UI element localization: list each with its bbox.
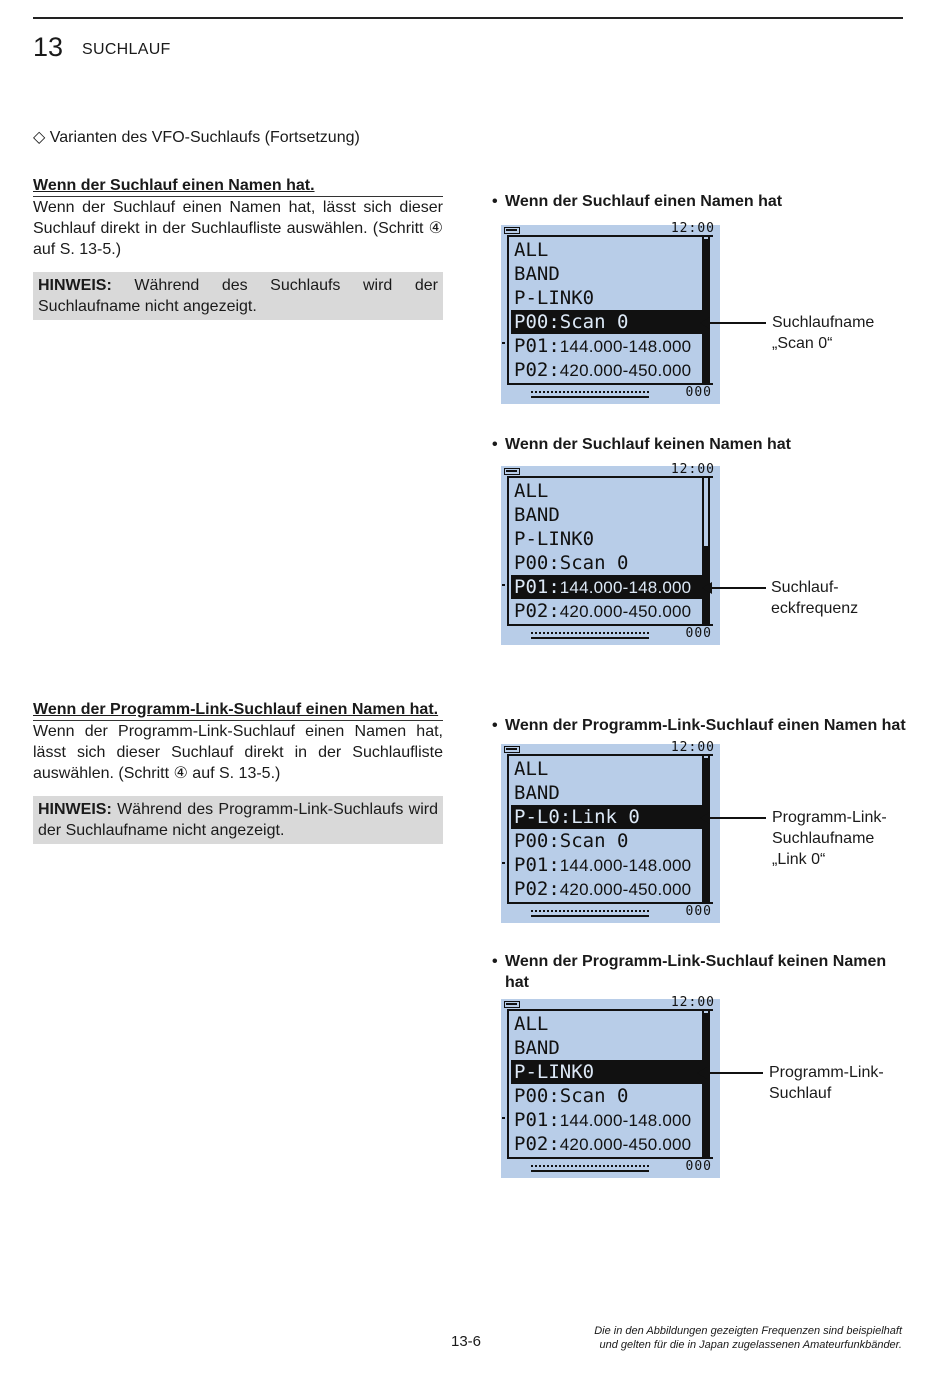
lcd-screen-4 (501, 995, 720, 1178)
footnote: Die in den Abbildungen gezeigten Frequenzen sind beispielhaft und gelten für die in Japan zugelassenen Amateurfunkbänder. (594, 1325, 902, 1351)
scan-list-row: P01:144.000-148.000 (514, 1109, 692, 1131)
callout-label-4: Programm-Link- Suchlauf (769, 1064, 884, 1102)
battery-icon (504, 468, 520, 475)
scan-list-row: ALL (514, 239, 549, 261)
note-label: HINWEIS: (38, 801, 112, 818)
scan-list-row: ALL (514, 758, 549, 780)
scan-list-row: P01:144.000-148.000 (514, 854, 692, 876)
figure-caption-4: • Wenn der Programm-Link-Suchlauf keinen Namen hat (492, 953, 887, 991)
callout-label-1: Suchlaufname „Scan 0“ (772, 314, 875, 352)
battery-icon (504, 746, 520, 753)
scan-list-row: BAND (514, 782, 560, 804)
count-display: 000 (685, 904, 712, 919)
scan-list-row: BAND (514, 263, 560, 285)
scan-list-row-selected: P00:Scan 0 (511, 310, 702, 334)
lcd-screen-2 (501, 462, 720, 645)
scan-list-row: P00:Scan 0 (514, 552, 629, 574)
scan-list-row-selected: P-LINK0 (511, 1060, 702, 1084)
scan-list-row: P02:420.000-450.000 (514, 600, 692, 622)
left-block-named-scan (33, 175, 443, 320)
lcd-screen-3 (501, 740, 720, 923)
scan-list-row: ALL (514, 1013, 549, 1035)
note-box-named-scan (33, 272, 443, 320)
note-box-named-link (33, 796, 443, 844)
scan-list-row-selected: P-L0:Link 0 (511, 805, 702, 829)
subheading-named-scan: Wenn der Suchlauf einen Namen hat. (33, 175, 443, 197)
subheading-named-link: Wenn der Programm-Link-Suchlauf einen Namen hat. (33, 699, 443, 721)
battery-icon (504, 227, 520, 234)
scan-list-row: P-LINK0 (514, 287, 595, 309)
scan-list-row: BAND (514, 1037, 560, 1059)
callout-line (708, 322, 766, 324)
lcd-screen-1 (501, 221, 720, 404)
scan-list-row: ALL (514, 480, 549, 502)
scan-list-row: P02:420.000-450.000 (514, 1133, 692, 1155)
callout-line (710, 587, 766, 589)
count-display: 000 (685, 626, 712, 641)
clock-display: 12:00 (670, 740, 715, 755)
chapter-title: SUCHLAUF (82, 41, 171, 58)
callout-line (705, 1072, 763, 1074)
note-text: Während des Suchlaufs wird der Suchlaufname nicht angezeigt. (38, 277, 438, 315)
scan-list-row: P00:Scan 0 (514, 1085, 629, 1107)
count-display: 000 (685, 1159, 712, 1174)
callout-label-3: Programm-Link- Suchlaufname „Link 0“ (772, 809, 887, 868)
scan-list-row: BAND (514, 504, 560, 526)
count-display: 000 (685, 385, 712, 400)
figure-caption-3: • Wenn der Programm-Link-Suchlauf einen Namen hat (492, 717, 906, 734)
clock-display: 12:00 (670, 995, 715, 1010)
note-label: HINWEIS: (38, 277, 112, 294)
scan-list-row-selected: P01:144.000-148.000 (511, 575, 702, 599)
page-number: 13-6 (451, 1333, 482, 1350)
scan-list-row: P02:420.000-450.000 (514, 878, 692, 900)
callout-label-2: Suchlauf- eckfrequenz (771, 579, 859, 617)
chapter-number: 13 (33, 32, 64, 62)
paragraph-named-scan: Wenn der Suchlauf einen Namen hat, lässt sich dieser Suchlauf direkt in der Suchlaufliste auswählen. (Schritt ④ auf S. 13-5.) (33, 199, 443, 258)
section-title: ◇ Varianten des VFO-Suchlaufs (Fortsetzung) (33, 129, 360, 146)
top-rule (33, 17, 903, 19)
clock-display: 12:00 (670, 462, 715, 477)
scan-list-row: P01:144.000-148.000 (514, 335, 692, 357)
figure-caption-1: • Wenn der Suchlauf einen Namen hat (492, 193, 783, 210)
paragraph-named-link: Wenn der Programm-Link-Suchlauf einen Namen hat, lässt sich dieser Suchlauf direkt in der Suchlaufliste auswählen. (Schritt ④ auf S. 13-5.) (33, 723, 443, 782)
scan-list-row: P-LINK0 (514, 528, 595, 550)
clock-display: 12:00 (670, 221, 715, 236)
figure-caption-2: • Wenn der Suchlauf keinen Namen hat (492, 436, 791, 453)
note-text: Während des Programm-Link-Suchlaufs wird der Suchlaufname nicht angezeigt. (38, 801, 438, 839)
scan-list-row: P00:Scan 0 (514, 830, 629, 852)
scan-list-row: P02:420.000-450.000 (514, 359, 692, 381)
left-block-named-link (33, 699, 443, 844)
callout-line (708, 817, 766, 819)
battery-icon (504, 1001, 520, 1008)
